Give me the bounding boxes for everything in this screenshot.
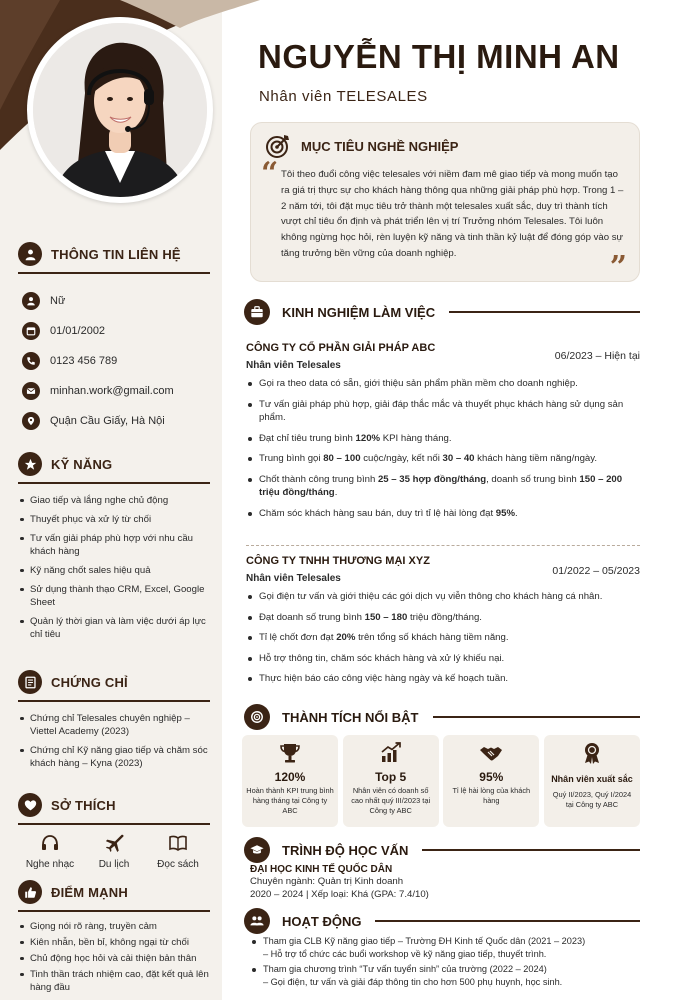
divider <box>433 716 641 718</box>
list-item: Tỉ lệ chốt đơn đạt 20% trên tổng số khách hàng tiềm năng. <box>246 631 640 645</box>
list-item: Tinh thần trách nhiệm cao, đặt kết quả lên hàng đầu <box>18 968 210 994</box>
hobby-music <box>20 833 80 870</box>
achievement-value: 95% <box>479 770 504 784</box>
objective-title: MỤC TIÊU NGHỀ NGHIỆP <box>301 138 459 154</box>
achievement-card <box>343 735 439 827</box>
divider <box>18 700 210 702</box>
achievement-value: Top 5 <box>375 770 407 784</box>
list-item: Kiên nhẫn, bền bỉ, không ngại từ chối <box>18 936 210 949</box>
contact-title: THÔNG TIN LIÊN HỆ <box>51 246 181 262</box>
contact-email-text[interactable]: minhan.work@gmail.com <box>50 384 174 397</box>
achievement-desc: Quý II/2023, Quý I/2024 tại Công ty ABC <box>552 790 632 809</box>
achievements-list <box>242 735 640 827</box>
divider <box>246 545 640 546</box>
list-item: Gọi điện tư vấn và giới thiệu các gói dịch vụ viễn thông cho khách hàng cá nhân. <box>246 590 640 604</box>
achievement-card <box>242 735 338 827</box>
strengths-title: ĐIỂM MẠNH <box>51 884 128 900</box>
list-item: Chốt thành công trung bình 25 – 35 hợp đồng/tháng, doanh số trung bình 150 – 200 triệu đồng/tháng. <box>246 473 640 500</box>
hobby-reading <box>148 833 208 870</box>
activity-sub: – Hỗ trợ tổ chức các buổi workshop về kỹ năng giao tiếp, thuyết trình. <box>263 948 547 959</box>
school-name: ĐẠI HỌC KINH TẾ QUỐC DÂN <box>250 864 393 875</box>
list-item: Giao tiếp và lắng nghe chủ động <box>18 494 210 507</box>
certificate-icon <box>18 670 42 694</box>
job-date: 06/2023 – Hiện tại <box>554 350 640 362</box>
achievements-header <box>244 704 640 730</box>
profile-photo <box>33 23 207 197</box>
contact-location <box>18 406 210 436</box>
certificates-list <box>18 712 210 770</box>
contact-birthday-text: 01/01/2002 <box>50 324 106 337</box>
strengths-section <box>18 878 210 994</box>
list-item: Chứng chỉ Kỹ năng giao tiếp và chăm sóc khách hàng – Kyna (2023) <box>18 744 210 770</box>
hobby-label: Đọc sách <box>157 858 199 870</box>
trophy-icon <box>278 741 302 765</box>
job-position: Nhân viên Telesales <box>246 360 341 371</box>
location-icon <box>22 412 40 430</box>
list-item: Chủ động học hỏi và cải thiện bản thân <box>18 952 210 965</box>
divider <box>422 849 640 851</box>
certificates-header <box>18 668 210 696</box>
divider <box>18 482 210 484</box>
phone-icon <box>22 352 40 370</box>
hobbies-list <box>18 833 210 870</box>
company-name: CÔNG TY TNHH THƯƠNG MẠI XYZ <box>246 555 430 567</box>
contact-birthday <box>18 316 210 346</box>
certificates-section <box>18 668 210 776</box>
hobbies-section <box>18 791 210 870</box>
achievement-desc: Nhân viên có doanh số cao nhất quý III/2023 tại Công ty ABC <box>351 786 431 815</box>
job-bullets <box>246 590 640 686</box>
experience-header <box>244 299 640 325</box>
activities-title: HOẠT ĐỘNG <box>282 913 362 929</box>
achievement-value: Nhân viên xuất sắc <box>551 774 633 784</box>
job-date: 01/2022 – 05/2023 <box>552 565 640 577</box>
certificates-title: CHỨNG CHỈ <box>51 674 128 690</box>
list-item: Giọng nói rõ ràng, truyền cảm <box>18 920 210 933</box>
target-icon <box>244 704 270 730</box>
skills-section <box>18 450 210 647</box>
experience-title: KINH NGHIỆM LÀM VIỆC <box>282 304 436 320</box>
list-item: Sử dụng thành thạo CRM, Excel, Google Sheet <box>18 583 210 609</box>
people-icon <box>244 908 270 934</box>
calendar-icon <box>22 322 40 340</box>
divider <box>18 910 210 912</box>
activities-header <box>244 908 640 934</box>
objective-header <box>265 133 458 159</box>
book-icon <box>168 833 188 853</box>
list-item: Trung bình gọi 80 – 100 cuộc/ngày, kết nối 30 – 40 khách hàng tiềm năng/ngày. <box>246 452 640 466</box>
list-item: Đạt chỉ tiêu trung bình 120% KPI hàng tháng. <box>246 432 640 446</box>
list-item: Quản lý thời gian và làm việc dưới áp lực chỉ tiêu <box>18 615 210 641</box>
hobby-travel <box>84 833 144 870</box>
job-entry-abc <box>246 342 640 527</box>
skills-title: KỸ NĂNG <box>51 456 113 472</box>
skills-list <box>18 494 210 641</box>
education-header <box>244 837 640 863</box>
growth-chart-icon <box>379 741 403 765</box>
briefcase-icon <box>244 299 270 325</box>
contact-location-text: Quận Cầu Giấy, Hà Nội <box>50 414 165 427</box>
activity-main: Tham gia CLB Kỹ năng giao tiếp – Trường ĐH Kinh tế Quốc dân (2021 – 2023) <box>263 936 586 946</box>
candidate-name: NGUYỄN THỊ MINH AN <box>258 38 620 75</box>
close-quote-icon: ” <box>609 250 627 285</box>
strengths-list <box>18 920 210 994</box>
contact-gender-text: Nữ <box>50 294 66 307</box>
heart-icon <box>18 793 42 817</box>
contact-phone-text[interactable]: 0123 456 789 <box>50 354 118 367</box>
list-item: Tư vấn giải pháp phù hợp với nhu cầu khách hàng <box>18 532 210 558</box>
objective-text: Tôi theo đuổi công việc telesales với niềm đam mê giao tiếp và mong muốn tạo ra giá trị thực sự cho khách hàng thông qua những giải pháp phù hợp. Trong 1 – 2 năm tới, tôi đặt mục tiêu trở thành một telesales xuất sắc, duy trì thành tích vượt chỉ tiêu ổn định và phát triển lên vị trí Trưởng nhóm Telesales. Tôi luôn không ngừng học hỏi, rèn luyện kỹ năng và tinh thần kỷ luật để đóng góp vào sự tăng trưởng bền vững của doanh nghiệp. <box>281 169 624 259</box>
airplane-icon <box>104 833 124 853</box>
star-icon <box>18 452 42 476</box>
user-icon <box>18 242 42 266</box>
hobby-label: Du lịch <box>98 858 130 870</box>
open-quote-icon: “ <box>261 156 279 191</box>
email-icon <box>22 382 40 400</box>
strengths-header <box>18 878 210 906</box>
divider <box>18 823 210 825</box>
list-item <box>250 963 640 988</box>
hobbies-title: SỞ THÍCH <box>51 797 116 813</box>
job-entry-xyz <box>246 555 640 693</box>
list-item: Tư vấn giải pháp phù hợp, giải đáp thắc mắc và thuyết phục khách hàng sử dụng sản phẩm. <box>246 398 640 425</box>
education-title: TRÌNH ĐỘ HỌC VẤN <box>282 842 409 858</box>
divider <box>18 272 210 274</box>
objective-card <box>250 122 640 285</box>
list-item: Thực hiện báo cáo công việc hàng ngày và kế hoạch tuần. <box>246 672 640 686</box>
list-item: Hỗ trợ thông tin, chăm sóc khách hàng và xử lý khiếu nại. <box>246 652 640 666</box>
hobbies-header <box>18 791 210 819</box>
list-item: Thuyết phục và xử lý từ chối <box>18 513 210 526</box>
contact-email <box>18 376 210 406</box>
candidate-role: Nhân viên TELESALES <box>259 88 428 105</box>
achievement-value: 120% <box>274 770 306 784</box>
achievements-title: THÀNH TÍCH NỔI BẬT <box>282 709 419 725</box>
list-item: Gọi ra theo data có sẵn, giới thiệu sản phẩm phần mềm cho doanh nghiệp. <box>246 377 640 391</box>
thumbs-up-icon <box>18 880 42 904</box>
profile-photo-frame <box>27 17 213 203</box>
skills-header <box>18 450 210 478</box>
activities-list <box>250 935 640 991</box>
job-bullets <box>246 377 640 520</box>
contact-phone <box>18 346 210 376</box>
job-position: Nhân viên Telesales <box>246 573 341 584</box>
user-icon <box>22 292 40 310</box>
portrait-illustration <box>33 23 207 197</box>
graduation-cap-icon <box>244 837 270 863</box>
contact-gender <box>18 286 210 316</box>
list-item: Kỹ năng chốt sales hiệu quả <box>18 564 210 577</box>
list-item: Chứng chỉ Telesales chuyên nghiệp – Viettel Academy (2023) <box>18 712 210 738</box>
contact-section <box>18 240 210 436</box>
handshake-icon <box>479 741 503 765</box>
list-item: Chăm sóc khách hàng sau bán, duy trì tỉ lệ hài lòng đạt 95%. <box>246 507 640 521</box>
divider <box>449 311 640 313</box>
divider <box>375 920 640 922</box>
headphones-icon <box>40 833 60 853</box>
achievement-desc: Tỉ lệ hài lòng của khách hàng <box>452 786 531 805</box>
award-ribbon-icon <box>580 741 604 765</box>
company-name: CÔNG TY CỔ PHẦN GIẢI PHÁP ABC <box>246 342 436 354</box>
activity-main: Tham gia chương trình “Tư vấn tuyển sinh” của trường (2022 – 2024) <box>263 964 547 974</box>
list-item <box>250 935 640 960</box>
list-item: Đạt doanh số trung bình 150 – 180 triệu đồng/tháng. <box>246 611 640 625</box>
achievement-card <box>443 735 539 827</box>
achievement-card <box>544 735 640 827</box>
contact-header <box>18 240 210 268</box>
hobby-label: Nghe nhạc <box>25 858 75 870</box>
activity-sub: – Gọi điện, tư vấn và giải đáp thông tin cho hơn 500 phụ huynh, học sinh. <box>263 976 563 987</box>
achievement-desc: Hoàn thành KPI trung bình hàng tháng tại Công ty ABC <box>246 786 334 815</box>
education-period: 2020 – 2024 | Xếp loại: Khá (GPA: 7.4/10) <box>250 889 429 900</box>
education-entry <box>250 864 640 901</box>
education-major: Chuyên ngành: Quản trị Kinh doanh <box>250 876 404 887</box>
